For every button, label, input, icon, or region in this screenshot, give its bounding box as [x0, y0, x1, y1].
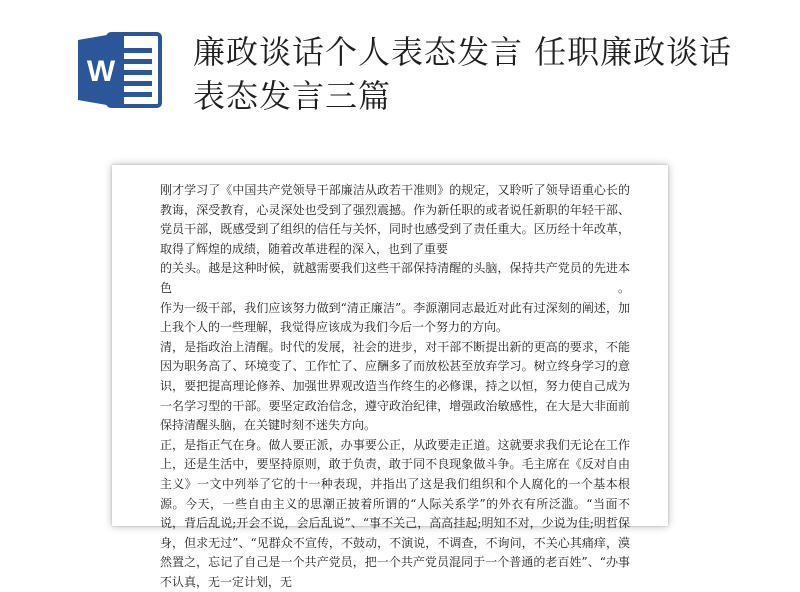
page-title: 廉政谈话个人表态发言 任职廉政谈话表态发言三篇	[193, 33, 733, 115]
paragraph-1: 刚才学习了《中国共产党领导干部廉洁从政若干准则》的规定，又聆听了领导语重心长的教诲，深受教育，心灵深处也受到了强烈震撼。作为新任职的或者说任新职的年轻干部、党员干部，既感受到了组织的信任与关怀，同时也感受到了责任重大。区历经十年改革，取得了辉煌的成绩，随着改革进程的深入，也到了重要	[160, 183, 630, 256]
document-body	[160, 181, 630, 592]
document-header	[0, 0, 800, 150]
document-page	[112, 165, 668, 589]
word-document-icon	[74, 24, 166, 116]
paragraph-2: 的关头。越是这种时候，就越需要我们这些干部保持清醒的头脑，保持共产党员的先进本色。	[160, 261, 630, 295]
paragraph-3: 作为一级干部，我们应该努力做到“清正廉洁”。李源潮同志最近对此有过深刻的阐述，加上我个人的一些理解，我觉得应该成为我们今后一个努力的方向。	[160, 300, 630, 335]
paragraph-5: 正，是指正气在身。做人要正派，办事要公正，从政要走正道。这就要求我们无论在工作上，还是生活中，要坚持原则，敢于负责，敢于同不良现象做斗争。毛主席在《反对自由主义》一文中列举了它的十一种表现，并指出了这是我们组织和个人腐化的一个基本根源。今天，一些自由主义的思潮正披着所谓的“人际关系学”的外衣有所泛滥。“当面不说，背后乱说;开会不说，会后乱说”、“事不关己，高高挂起;明知不对，少说为佳;明哲保身，但求无过”、“见群众不宣传，不鼓动，不演说，不调查，不询问，不关心其痛痒，漠然置之，忘记了自己是一个共产党员，把一个共产党员混同于一个普通的老百姓”、“办事不认真，无一定计划，无	[160, 437, 630, 589]
paragraph-4: 清，是指政治上清醒。时代的发展，社会的进步，对干部不断提出新的更高的要求，不能因为职务高了、环境变了、工作忙了、应酬多了而放松甚至放弃学习。树立终身学习的意识，要把提高理论修养、加强世界观改造当作终生的必修课，持之以恒，努力使自己成为一名学习型的干部。要坚定政治信念，遵守政治纪律，增强政治敏感性，在大是大非面前保持清醒头脑，在关键时刻不迷失方向。	[160, 339, 630, 433]
word-icon-letter: W	[86, 55, 116, 88]
